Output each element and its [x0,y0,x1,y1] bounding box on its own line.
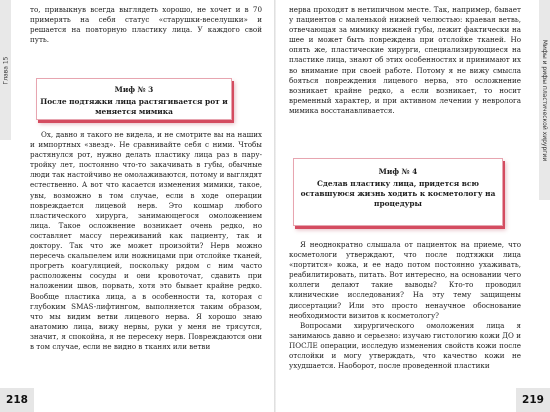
right-page [275,0,550,412]
myth-title: Сделав пластику лица, придется всю оставшуюся жизнь ходить к косметологу на процедуры [300,179,496,208]
chapter-tab-left [0,0,11,140]
myth-3-callout [36,78,232,120]
myth-label: Миф № 4 [378,167,418,176]
paragraph: Ох, давно я такого не видела, и не смотрите вы на наших и импортных «звезд». Не сравнивайте себя с ними. Чтобы растянулся рот, нужно делать пластику лица раз в пару-тройку лет, постоянно что-то закачивать в губы, обычные люди так настойчиво не омолаживаются, потому и выглядят естественно. А вот что касается изменения мимики, такое, увы, возможно в том случае, если в ходе операции повреждается лицевой нерв. Это кошмар любого пластического хирурга, занимающегося омоложением лица. Такое осложнение возникает очень редко, но составляет массу переживаний как пациенту, так и доктору. Так что же может произойти? Нерв можно пересечь скальпелем или ножницами при отслойке тканей, прогреть коагуляцией, поскольку рядом с ним часто расположены сосуды и они кровоточат, сдавить при наложении швов, порвать, хотя это бывает крайне редко. Вообще пластика лица, а в особенности та, которая с глубоким SMAS-лифтингом, выполняется таким образом, что мы видим ветви лицевого нерва. Я хорошо знаю анатомию лица, вижу нервы, руки у меня не трясутся, значит, я спокойна, я не пересеку нерв. Повреждаются они в том случае, если не видно в тканях или ветви [30,130,262,351]
left-top-text [30,5,262,45]
chapter-tab-right [539,0,550,200]
myth-title: После подтяжки лица растягивается рот и меняется мимика [40,97,228,116]
page-number-left: 218 [0,388,34,412]
right-body-text [289,240,521,371]
chapter-tab-label: Мифы и рифы пластической хирургии [541,39,549,161]
right-top-text [289,5,521,116]
paragraph: Я неоднократно слышала от пациенток на приеме, что косметологи утверждают, что после подтяжки лица «портится» кожа, и ее надо потом постоянно ухаживать, реабилитировать, питать. Вот интересно, на основании чего коллеги делают такие выводы? Кто-то проводил клинические исследования? На эту тему защищены диссертации? Или это просто ненаучное обоснование необходимости визитов к косметологу? [289,240,521,320]
myth-label: Миф № 3 [114,85,154,94]
paragraph: нерва проходят в нетипичном месте. Так, например, бывает у пациентов с маленькой нижней челюстью: краевая ветвь, отвечающая за мимику нижней губы, лежит фактически на шее и может быть повреждена при отслойке тканей. Но опять же, пластические хирурги, специализирующиеся на пластике лица, знают об этих особенностях и принимают их во внимание при своей работе. Потому я не вижу смысла бояться повреждения лицевого нерва, это осложнение возникает крайне редко, а если возникает, то носит временный характер, и при активном лечении у невролога мимика восстанавливается. [289,5,521,115]
myth-4-callout [293,158,503,226]
paragraph: Вопросами хирургического омоложения лица я занимаюсь давно и серьезно: изучаю гистологию кожи ДО и ПОСЛЕ операции, исследую изменения свойств кожи после отслойки и могу утверждать, что качество кожи не ухудшается. Наоборот, после проведенной пластики [289,320,521,371]
left-body-text [30,130,262,352]
chapter-tab-label: Глава 15 [2,56,9,84]
page-number-right: 219 [516,388,550,412]
paragraph: то, привыкнув всегда выглядеть хорошо, не хочет и в 70 примерять на себя статус «старушки-веселушки» и решается на повторную пластику лица. У каждого свой путь. [30,5,262,45]
